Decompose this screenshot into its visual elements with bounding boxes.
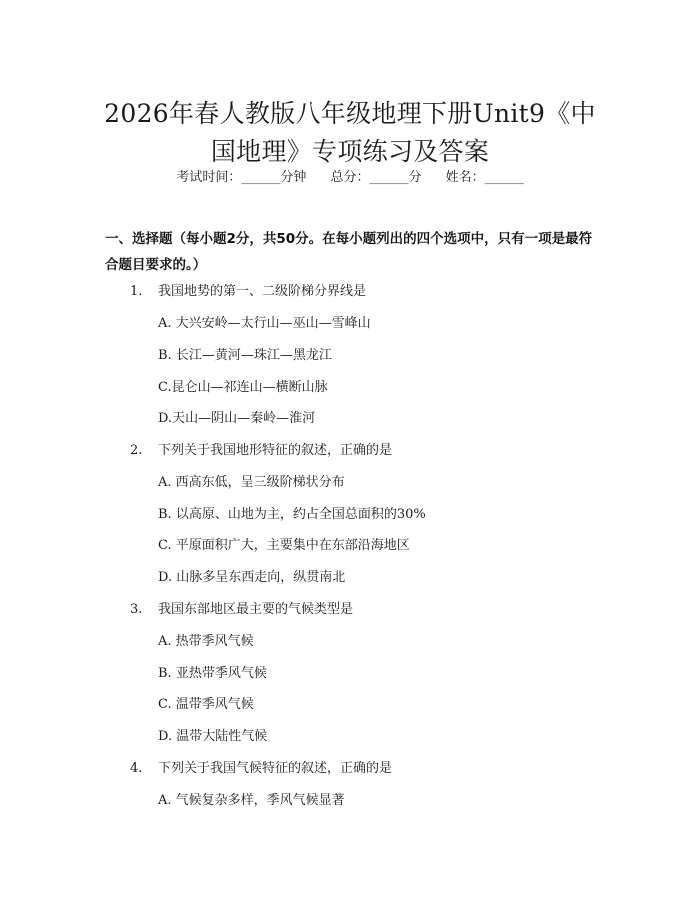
question-4-option-a: A. 气候复杂多样，季风气候显著 bbox=[158, 793, 345, 808]
question-3-option-a: A. 热带季风气候 bbox=[158, 634, 254, 649]
question-number: 4. bbox=[130, 761, 143, 776]
question-stem: 我国地势的第一、二级阶梯分界线是 bbox=[158, 284, 367, 299]
question-1-option-b: B. 长江—黄河—珠江—黑龙江 bbox=[158, 348, 332, 363]
question-3-option-c: C. 温带季风气候 bbox=[158, 697, 254, 712]
question-2-option-d: D. 山脉多呈东西走向，纵贯南北 bbox=[158, 570, 346, 585]
question-number: 2. bbox=[130, 443, 143, 458]
question-1 bbox=[130, 282, 366, 302]
title-line-1: 2026年春人教版八年级地理下册Unit9《中 bbox=[104, 98, 596, 128]
exam-info-line bbox=[0, 168, 700, 188]
question-4 bbox=[130, 759, 392, 779]
question-3-option-b: B. 亚热带季风气候 bbox=[158, 666, 267, 681]
question-2-option-b: B. 以高原、山地为主，约占全国总面积的30% bbox=[158, 507, 426, 522]
question-3 bbox=[130, 600, 353, 620]
student-name-field: 姓名：______ bbox=[445, 170, 524, 185]
title-line-2: 国地理》专项练习及答案 bbox=[210, 136, 490, 166]
exam-time-field: 考试时间：______分钟 bbox=[176, 170, 307, 185]
question-stem: 下列关于我国地形特征的叙述，正确的是 bbox=[158, 443, 393, 458]
question-stem: 下列关于我国气候特征的叙述，正确的是 bbox=[158, 761, 393, 776]
section-heading-choice: 一、选择题（每小题2分，共50分。在每小题列出的四个选项中，只有一项是最符合题目要求的。） bbox=[105, 231, 593, 273]
question-3-option-d: D. 温带大陆性气候 bbox=[158, 729, 268, 744]
question-number: 3. bbox=[130, 602, 143, 617]
question-1-option-d: D.天山—阴山—秦岭—淮河 bbox=[158, 411, 316, 426]
question-2 bbox=[130, 441, 392, 461]
question-stem: 我国东部地区最主要的气候类型是 bbox=[158, 602, 354, 617]
question-2-option-c: C. 平原面积广大，主要集中在东部沿海地区 bbox=[158, 538, 410, 553]
question-2-option-a: A. 西高东低，呈三级阶梯状分布 bbox=[158, 475, 345, 490]
question-1-option-a: A. 大兴安岭—太行山—巫山—雪峰山 bbox=[158, 316, 371, 331]
question-1-option-c: C.昆仑山—祁连山—横断山脉 bbox=[158, 380, 328, 395]
question-number: 1. bbox=[130, 284, 143, 299]
total-score-field: 总分：______分 bbox=[330, 170, 422, 185]
document-title bbox=[60, 95, 640, 171]
